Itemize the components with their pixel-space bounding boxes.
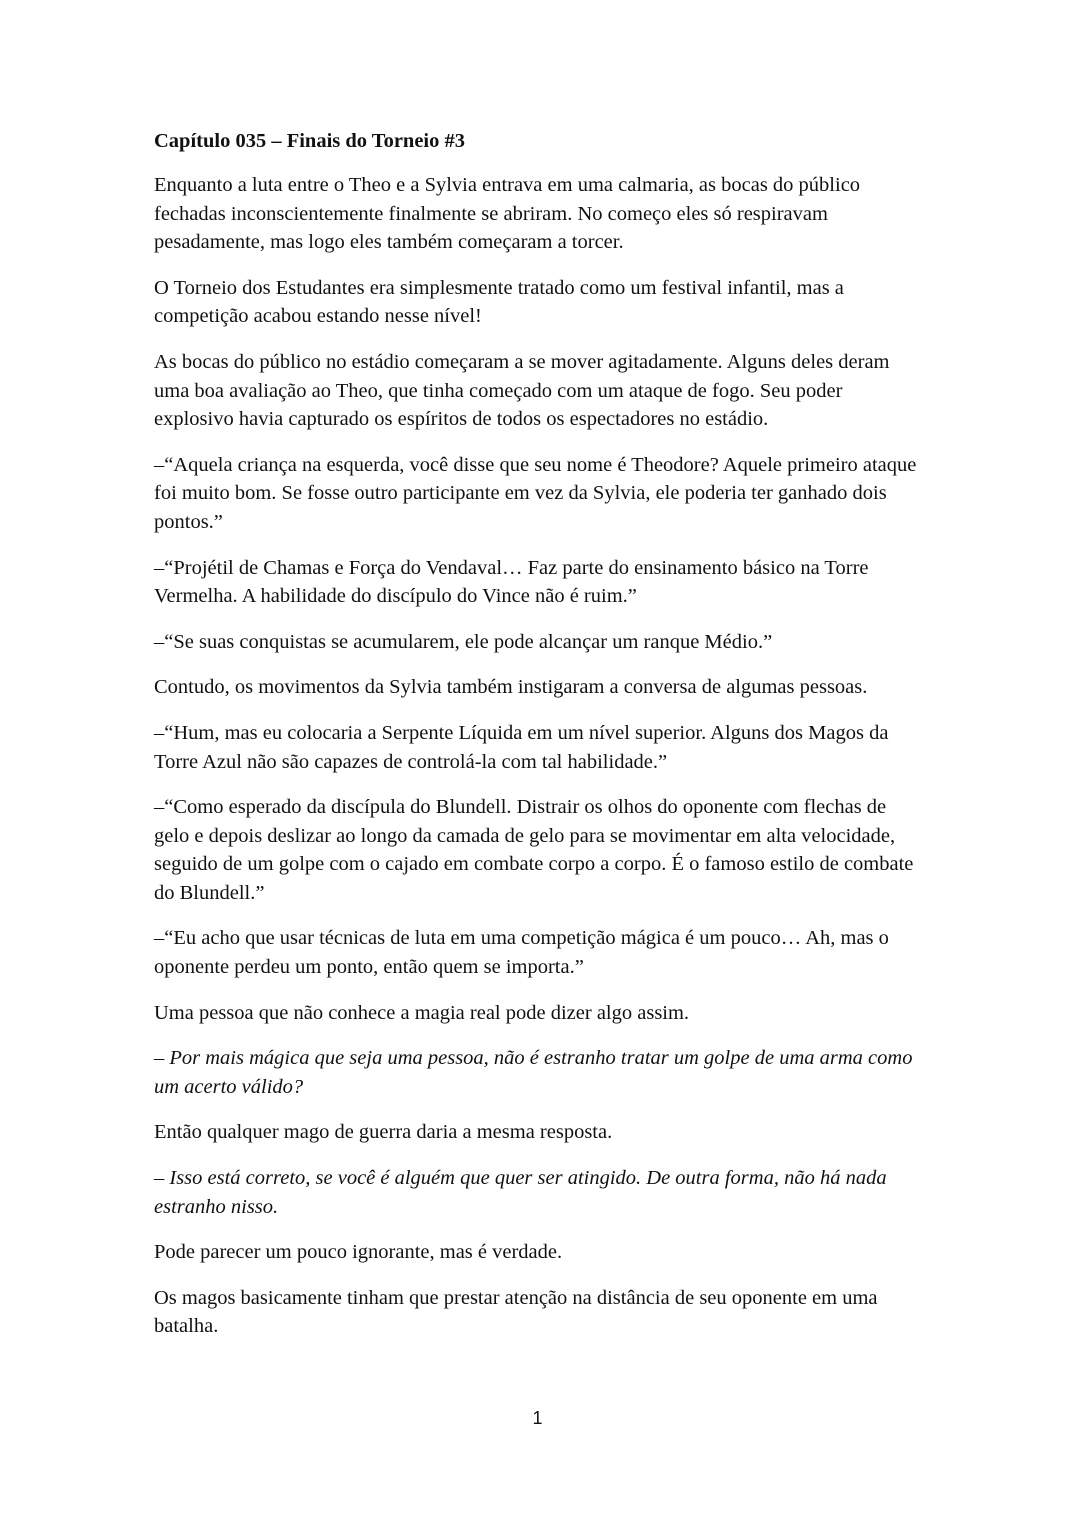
paragraph-3: As bocas do público no estádio começaram a se mover agitadamente. Alguns deles deram uma boa avaliação ao Theo, que tinha começado com um ataque de fogo. Seu poder explosivo havia capturado os espíritos de todos os espectadores no estádio. [154, 350, 890, 431]
paragraph-1: Enquanto a luta entre o Theo e a Sylvia entrava em uma calmaria, as bocas do público fechadas inconscientemente finalmente se abriram. No começo eles só respiravam pesadamente, mas logo eles também começaram a torcer. [154, 174, 861, 254]
paragraph-2: O Torneio dos Estudantes era simplesmente tratado como um festival infantil, mas a competição acabou estando nesse nível! [154, 276, 844, 328]
paragraph-14: – Isso está correto, se você é alguém que quer ser atingido. De outra forma, não há nada estranho nisso. [154, 1167, 887, 1218]
paragraph-12: – Por mais mágica que seja uma pessoa, não é estranho tratar um golpe de uma arma como um acerto válido? [154, 1047, 913, 1098]
paragraph-9: –“Como esperado da discípula do Blundell. Distrair os olhos do oponente com flechas de gelo e depois deslizar ao longo da camada de gelo para se movimentar em alta velocidade, seguido de um golpe com o cajado em combate corpo a corpo. É o famoso estilo de combate do Blundell.” [154, 796, 914, 904]
paragraph-10: –“Eu acho que usar técnicas de luta em uma competição mágica é um pouco… Ah, mas o oponente perdeu um ponto, então quem se importa.” [154, 927, 889, 979]
paragraph-7: Contudo, os movimentos da Sylvia também instigaram a conversa de algumas pessoas. [154, 676, 868, 699]
chapter-title: Capítulo 035 – Finais do Torneio #3 [154, 130, 465, 152]
document-body [154, 171, 924, 1341]
paragraph-13: Então qualquer mago de guerra daria a mesma resposta. [154, 1121, 613, 1144]
paragraph-4: –“Aquela criança na esquerda, você disse que seu nome é Theodore? Aquele primeiro ataque foi muito bom. Se fosse outro participante em vez da Sylvia, ele poderia ter ganhado dois pontos.” [154, 453, 917, 533]
paragraph-16: Os magos basicamente tinham que prestar atenção na distância de seu oponente em uma batalha. [154, 1286, 878, 1338]
paragraph-8: –“Hum, mas eu colocaria a Serpente Líquida em um nível superior. Alguns dos Magos da Torre Azul não são capazes de controlá-la com tal habilidade.” [154, 721, 889, 773]
paragraph-11: Uma pessoa que não conhece a magia real pode dizer algo assim. [154, 1001, 690, 1024]
paragraph-5: –“Projétil de Chamas e Força do Vendaval… Faz parte do ensinamento básico na Torre Vermelha. A habilidade do discípulo do Vince não é ruim.” [154, 556, 869, 608]
paragraph-15: Pode parecer um pouco ignorante, mas é verdade. [154, 1241, 563, 1264]
document-page [154, 126, 924, 1358]
page-number: 1 [532, 1408, 543, 1428]
paragraph-6: –“Se suas conquistas se acumularem, ele pode alcançar um ranque Médio.” [154, 630, 773, 653]
